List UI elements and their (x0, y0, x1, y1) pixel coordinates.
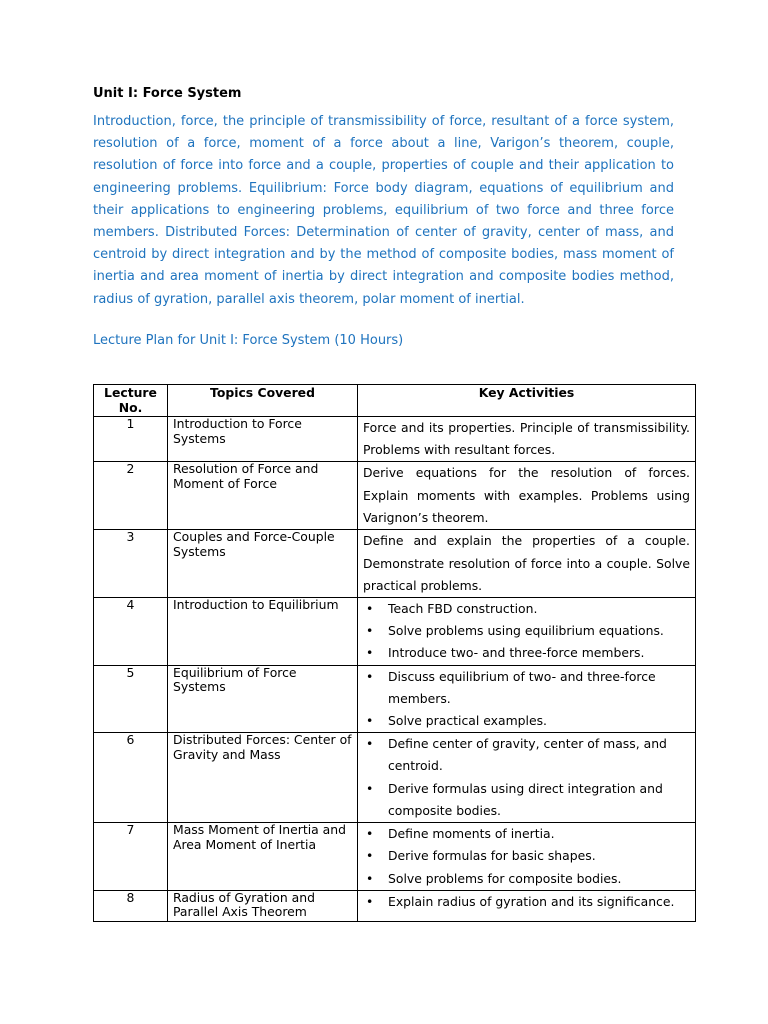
bullet-icon: • (366, 645, 374, 661)
list-item (363, 868, 690, 890)
unit-title: Unit I: Force System (93, 86, 242, 101)
table-row (94, 890, 696, 921)
lecture-activities (358, 462, 696, 530)
table-row (94, 417, 696, 462)
activity-text: Discuss equilibrium of two- and three-force members. (388, 668, 656, 706)
activity-text: Solve problems using equilibrium equations. (388, 623, 664, 639)
list-item (363, 845, 690, 867)
lecture-number: 5 (94, 665, 168, 733)
list-item (363, 823, 690, 845)
header-activities: Key Activities (358, 385, 696, 417)
table-row (94, 530, 696, 598)
header-lecture-no: Lecture No. (94, 385, 168, 417)
lecture-topic: Resolution of Force and Moment of Force (168, 462, 358, 530)
lecture-activities (358, 733, 696, 823)
activities-list (363, 733, 690, 822)
bullet-icon: • (366, 601, 374, 617)
lecture-activities (358, 530, 696, 598)
lecture-number: 3 (94, 530, 168, 598)
activities-list (363, 891, 690, 913)
activity-text: Solve practical examples. (388, 713, 547, 729)
lecture-topic: Mass Moment of Inertia and Area Moment of Inertia (168, 823, 358, 891)
lecture-plan-table (93, 384, 696, 922)
activities-text: Define and explain the properties of a couple. Demonstrate resolution of force into a couple. Solve practical problems. (363, 533, 690, 593)
activities-list (363, 823, 690, 890)
lecture-activities (358, 823, 696, 891)
activity-text: Derive formulas using direct integration and composite bodies. (388, 780, 663, 818)
activities-text: Force and its properties. Principle of transmissibility. Problems with resultant forces. (363, 420, 690, 458)
list-item (363, 710, 690, 732)
bullet-icon: • (366, 848, 374, 864)
table-row (94, 598, 696, 666)
list-item (363, 733, 690, 777)
bullet-icon: • (366, 893, 374, 909)
list-item (363, 778, 690, 822)
lecture-activities (358, 598, 696, 666)
lecture-activities (358, 890, 696, 921)
activity-text: Define moments of inertia. (388, 826, 555, 842)
table-row (94, 823, 696, 891)
header-topics: Topics Covered (168, 385, 358, 417)
lecture-number: 7 (94, 823, 168, 891)
unit-intro-paragraph: Introduction, force, the principle of transmissibility of force, resultant of a force system, resolution of a force, moment of a force about a line, Varigon’s theorem, couple, resolution of force into force and a couple, properties of couple and their application to engineering problems. Equilibrium: Force body diagram, equations of equilibrium and their applications to engineering problems, equilibrium of two force and three force members. Distributed Forces: Determination of center of gravity, center of mass, and centroid by direct integration and by the method of composite bodies, mass moment of inertia and area moment of inertia by direct integration and composite bodies method, radius of gyration, parallel axis theorem, polar moment of inertial. (93, 114, 674, 307)
lecture-activities (358, 665, 696, 733)
activities-text: Derive equations for the resolution of forces. Explain moments with examples. Problems using Varignon’s theorem. (363, 465, 690, 525)
lecture-topic: Couples and Force-Couple Systems (168, 530, 358, 598)
activity-text: Derive formulas for basic shapes. (388, 848, 596, 864)
list-item (363, 620, 690, 642)
table-row (94, 665, 696, 733)
lecture-plan-title: Lecture Plan for Unit I: Force System (10 Hours) (93, 333, 404, 348)
lecture-activities (358, 417, 696, 462)
bullet-icon: • (366, 780, 374, 796)
lecture-topic: Distributed Forces: Center of Gravity and Mass (168, 733, 358, 823)
table-row (94, 462, 696, 530)
activity-text: Teach FBD construction. (388, 601, 538, 617)
list-item (363, 598, 690, 620)
activities-list (363, 666, 690, 733)
activity-text: Introduce two- and three-force members. (388, 645, 645, 661)
lecture-topic: Introduction to Force Systems (168, 417, 358, 462)
activity-text: Solve problems for composite bodies. (388, 870, 622, 886)
lecture-topic: Introduction to Equilibrium (168, 598, 358, 666)
bullet-icon: • (366, 736, 374, 752)
bullet-icon: • (366, 826, 374, 842)
activity-text: Define center of gravity, center of mass, and centroid. (388, 736, 667, 774)
lecture-topic: Radius of Gyration and Parallel Axis Theorem (168, 890, 358, 921)
bullet-icon: • (366, 623, 374, 639)
lecture-topic: Equilibrium of Force Systems (168, 665, 358, 733)
list-item (363, 891, 690, 913)
lecture-number: 2 (94, 462, 168, 530)
bullet-icon: • (366, 870, 374, 886)
table-row (94, 733, 696, 823)
activity-text: Explain radius of gyration and its significance. (388, 893, 675, 909)
bullet-icon: • (366, 668, 374, 684)
table-header-row (94, 385, 696, 417)
list-item (363, 642, 690, 664)
activities-list (363, 598, 690, 665)
lecture-number: 6 (94, 733, 168, 823)
lecture-number: 1 (94, 417, 168, 462)
bullet-icon: • (366, 713, 374, 729)
list-item (363, 666, 690, 710)
lecture-number: 8 (94, 890, 168, 921)
lecture-number: 4 (94, 598, 168, 666)
